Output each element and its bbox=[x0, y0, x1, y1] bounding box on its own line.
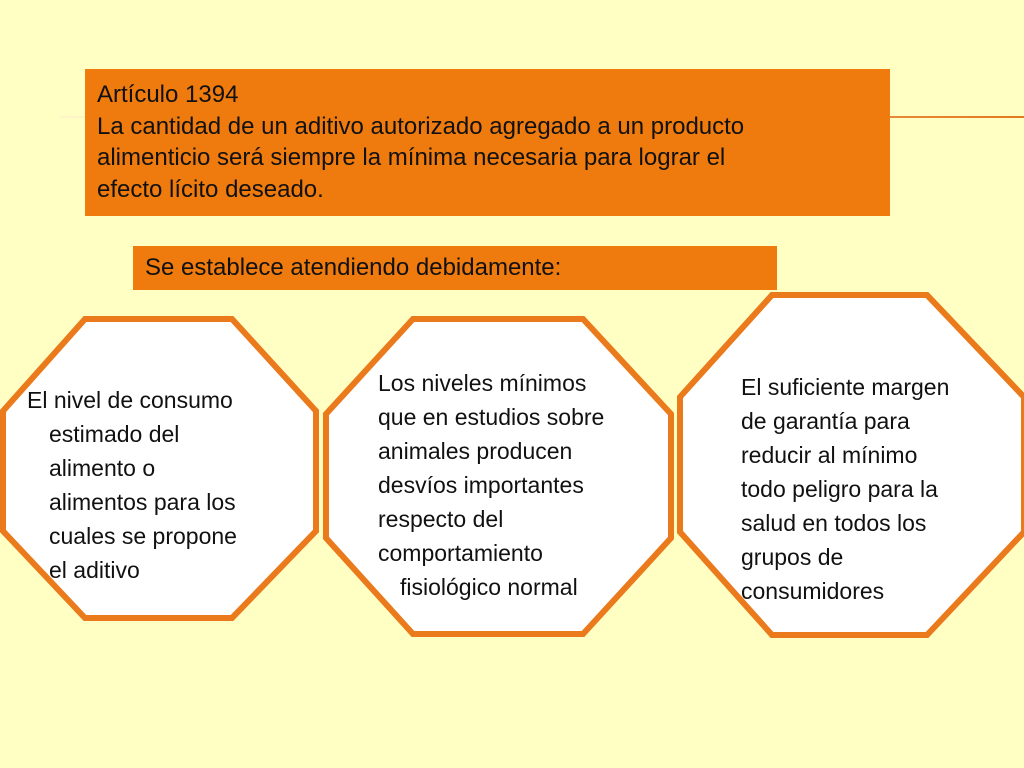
octagon-2-line: animales producen bbox=[378, 438, 573, 464]
article-box bbox=[85, 69, 890, 216]
octagon-1-line: El nivel de consumo bbox=[27, 387, 233, 413]
octagon-2-line: desvíos importantes bbox=[378, 472, 584, 498]
article-line-1: La cantidad de un aditivo autorizado agregado a un producto bbox=[97, 112, 745, 140]
octagon-3-line: El suficiente margen bbox=[741, 374, 950, 400]
octagon-1-line: alimentos para los bbox=[49, 489, 236, 515]
octagon-3-line: todo peligro para la bbox=[741, 476, 938, 502]
article-line-2: alimenticio será siempre la mínima necesaria para lograr el bbox=[97, 144, 726, 172]
subtitle-text: Se establece atendiendo debidamente: bbox=[145, 254, 562, 281]
octagon-1-line: alimento o bbox=[49, 455, 156, 481]
octagon-2-line: comportamiento bbox=[378, 540, 543, 566]
octagon-text-2 bbox=[378, 366, 604, 604]
octagon-1-line: estimado del bbox=[49, 421, 180, 447]
octagon-2-line: que en estudios sobre bbox=[378, 404, 605, 430]
article-line-3: efecto lícito deseado. bbox=[97, 176, 324, 204]
article-title: Artículo 1394 bbox=[97, 81, 239, 108]
octagon-1-line: cuales se propone bbox=[49, 523, 237, 549]
octagon-2-line: Los niveles mínimos bbox=[378, 370, 587, 396]
octagon-2-line: respecto del bbox=[378, 506, 504, 532]
subtitle-box bbox=[133, 246, 777, 290]
octagon-3-line: reducir al mínimo bbox=[741, 442, 918, 468]
octagon-3-line: consumidores bbox=[741, 578, 885, 604]
octagon-3-line: grupos de bbox=[741, 544, 844, 570]
octagon-1-line: el aditivo bbox=[49, 557, 140, 583]
octagon-text-1 bbox=[27, 383, 237, 587]
octagon-3-line: de garantía para bbox=[741, 408, 910, 434]
octagon-text-3 bbox=[741, 370, 949, 608]
octagon-2-line: fisiológico normal bbox=[400, 574, 578, 600]
octagon-3-line: salud en todos los bbox=[741, 510, 927, 536]
